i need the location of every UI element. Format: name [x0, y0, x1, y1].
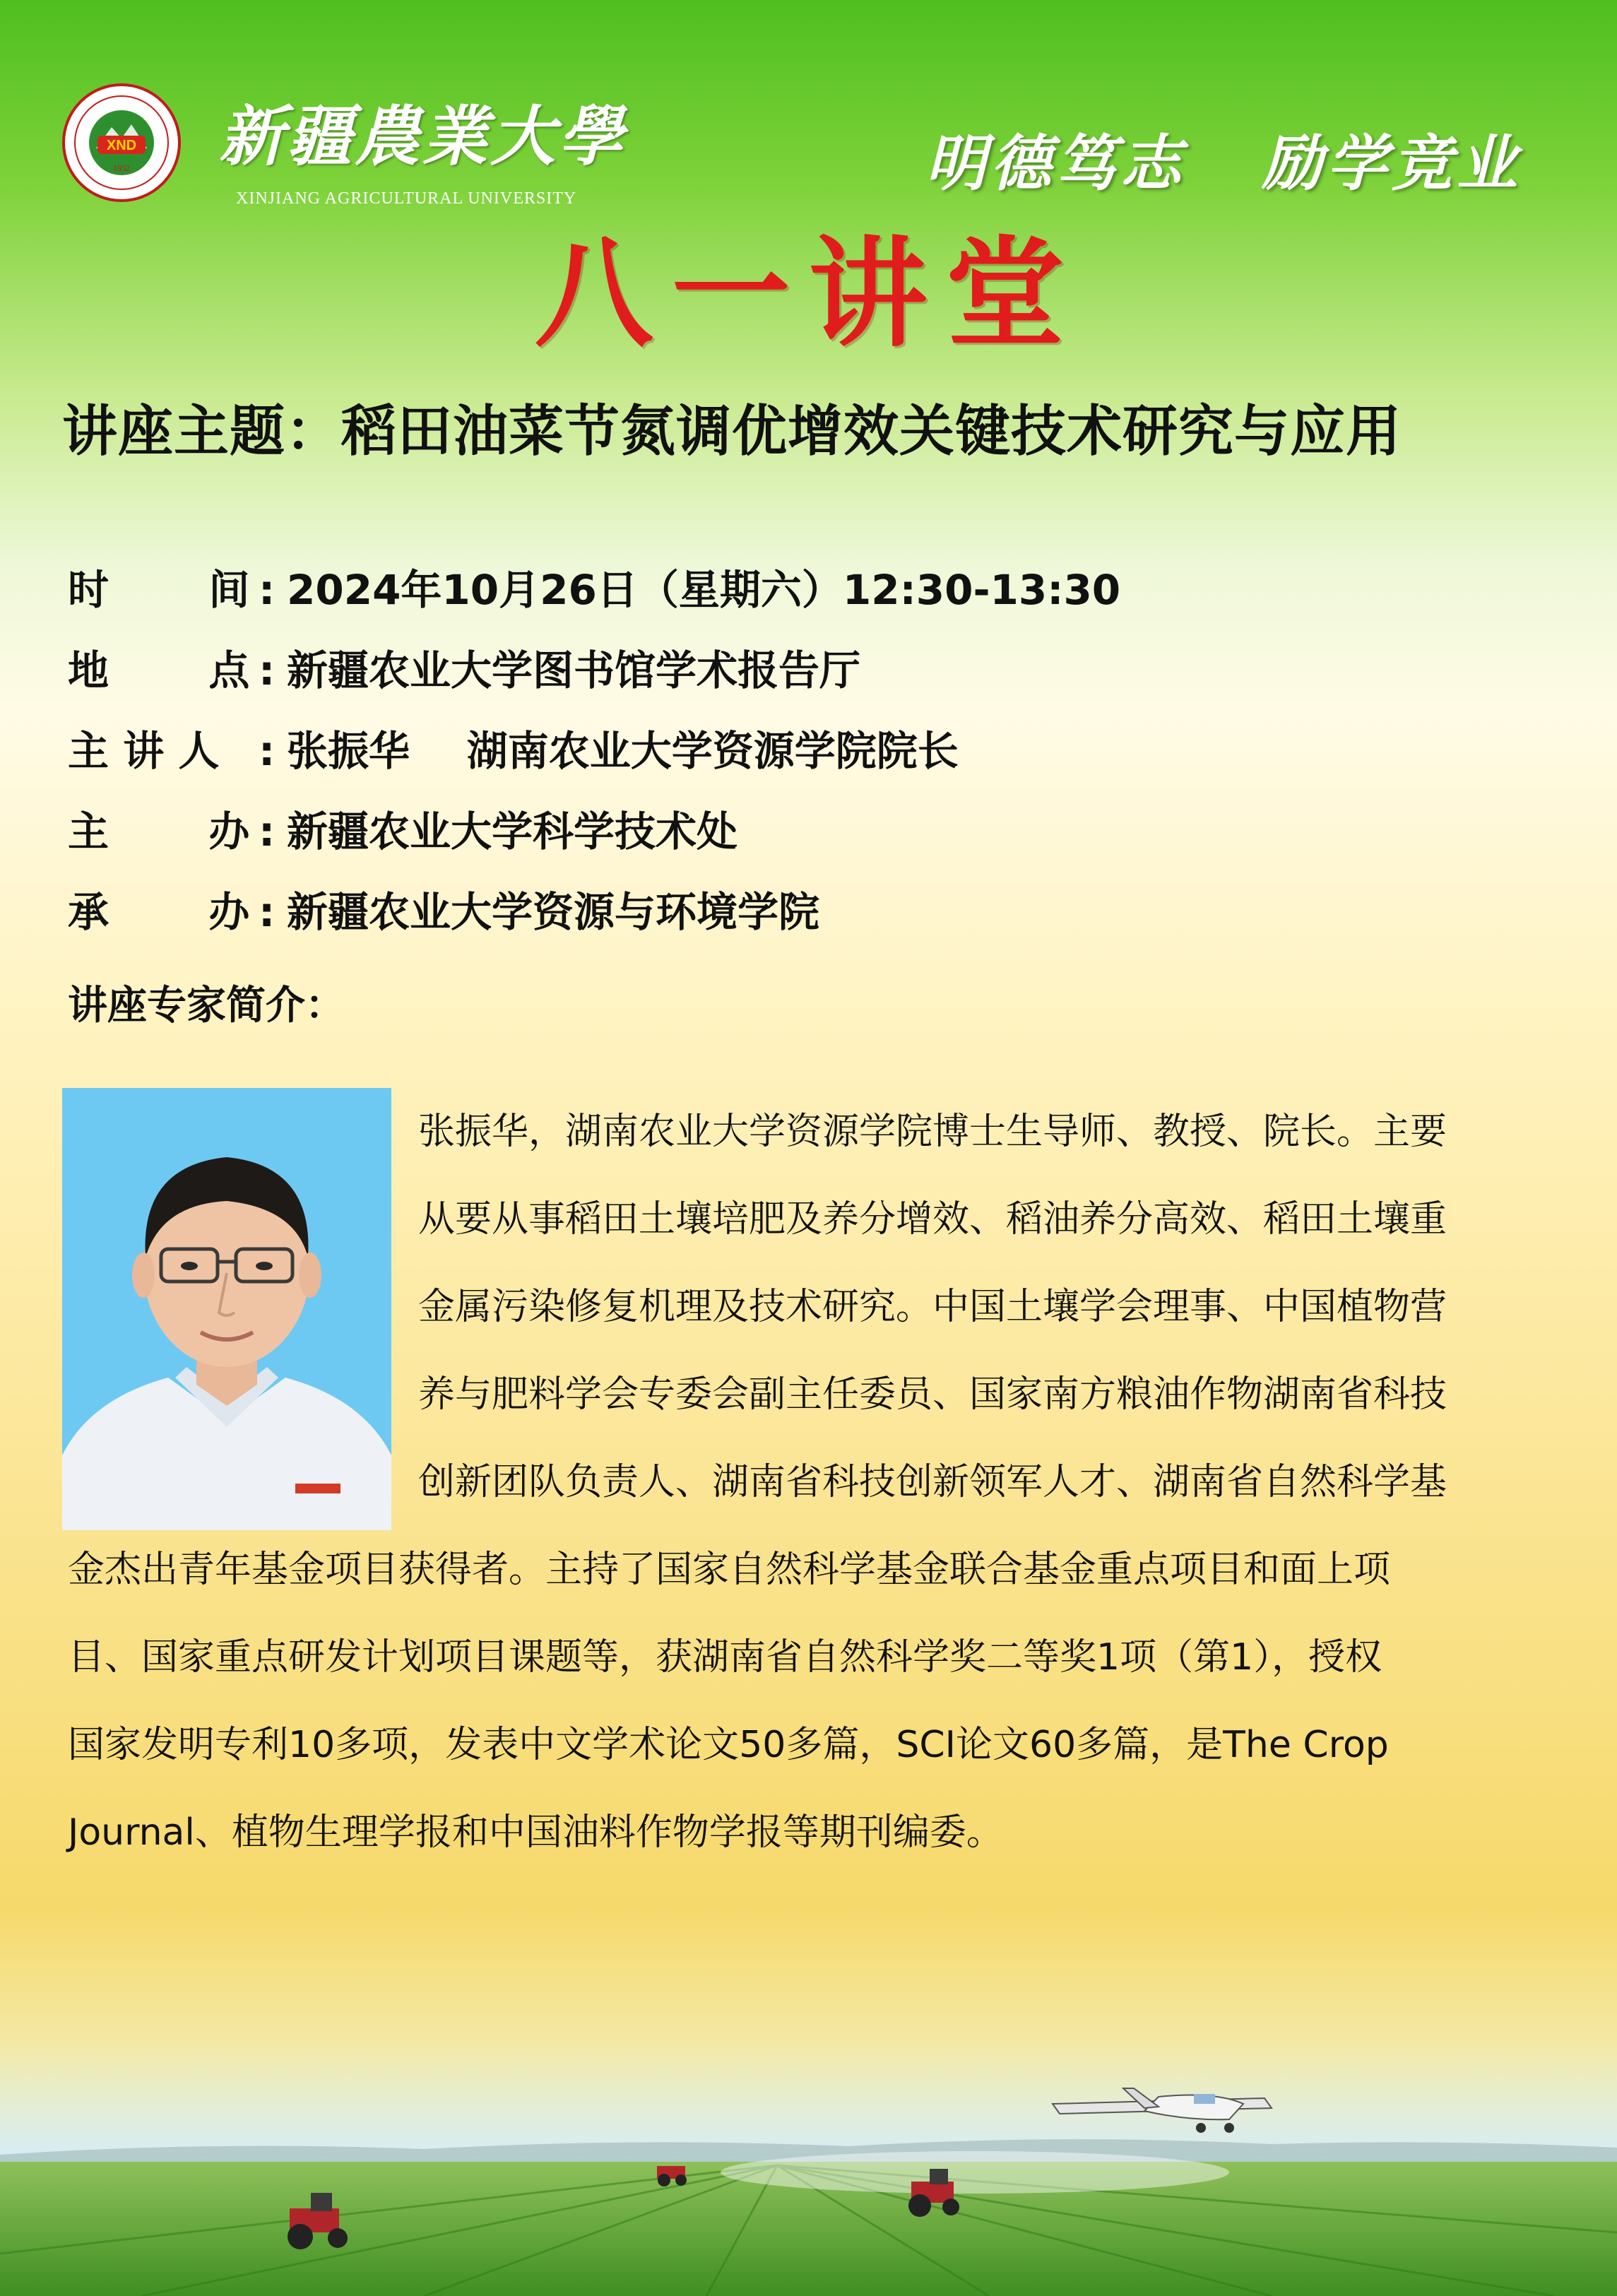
- bio-line: 张振华，湖南农业大学资源学院博士生导师、教授、院长。主要: [418, 1111, 1447, 1153]
- info-label-time: 时 间: [68, 566, 250, 614]
- bio-line: 养与肥料学会专委会副主任委员、国家南方粮油作物湖南省科技: [418, 1373, 1447, 1416]
- bio-line: 金杰出青年基金项目获得者。主持了国家自然科学基金联合基金重点项目和面上项: [68, 1549, 1391, 1591]
- info-label-host: 主 办: [68, 807, 250, 856]
- logo-initials: XND: [106, 138, 137, 153]
- colon: :: [259, 566, 276, 614]
- university-logo-icon: [62, 83, 181, 202]
- info-row-host: [68, 807, 738, 856]
- school-name-cn: 新疆農業大學: [219, 98, 627, 174]
- logo-year: 1952: [113, 163, 130, 173]
- info-value-host: 新疆农业大学科学技术处: [287, 807, 738, 856]
- bio-line: 国家发明专利10多项，发表中文学术论文50多篇，SCI论文60多篇，是The Crop: [68, 1724, 1389, 1766]
- info-label-organizer: 承 办: [68, 888, 250, 936]
- colon: :: [259, 727, 276, 775]
- info-label-place: 地 点: [68, 646, 250, 694]
- bio-line: 金属污染修复机理及技术研究。中国土壤学会理事、中国植物营: [418, 1286, 1447, 1328]
- school-name-en: XINJIANG AGRICULTURAL UNIVERSITY: [236, 189, 577, 208]
- info-row-time: [68, 566, 1121, 614]
- colon: :: [259, 888, 276, 936]
- colon: :: [259, 646, 276, 694]
- info-value-time: 2024年10月26日（星期六）12:30-13:30: [287, 566, 1121, 614]
- info-row-organizer: [68, 888, 820, 936]
- info-row-speaker: [68, 727, 959, 775]
- info-value-speaker: 张振华 湖南农业大学资源学院院长: [287, 727, 959, 775]
- bio-line: 创新团队负责人、湖南省科技创新领军人才、湖南省自然科学基: [418, 1461, 1447, 1503]
- intro-heading: 讲座专家简介：: [68, 983, 345, 1029]
- main-title: 八一讲堂: [534, 225, 1083, 363]
- speaker-photo: [62, 1088, 391, 1530]
- farmland-scene: [0, 2020, 1617, 2296]
- bio-line: 从要从事稻田土壤培肥及养分增效、稻油养分高效、稻田土壤重: [418, 1198, 1447, 1241]
- colon: :: [259, 807, 276, 856]
- bio-line: 目、国家重点研发计划项目课题等，获湖南省自然科学奖二等奖1项（第1），授权: [68, 1636, 1382, 1679]
- info-value-organizer: 新疆农业大学资源与环境学院: [287, 888, 820, 936]
- info-label-speaker: 主 讲 人: [68, 727, 220, 775]
- bio-line: Journal、植物生理学报和中国油料作物学报等期刊编委。: [68, 1811, 1003, 1854]
- lecture-topic: 讲座主题：稻田油菜节氮调优增效关键技术研究与应用: [62, 400, 1402, 463]
- info-row-place: [68, 646, 861, 694]
- info-value-place: 新疆农业大学图书馆学术报告厅: [287, 646, 861, 694]
- school-motto: 明德笃志 励学竞业: [925, 128, 1522, 199]
